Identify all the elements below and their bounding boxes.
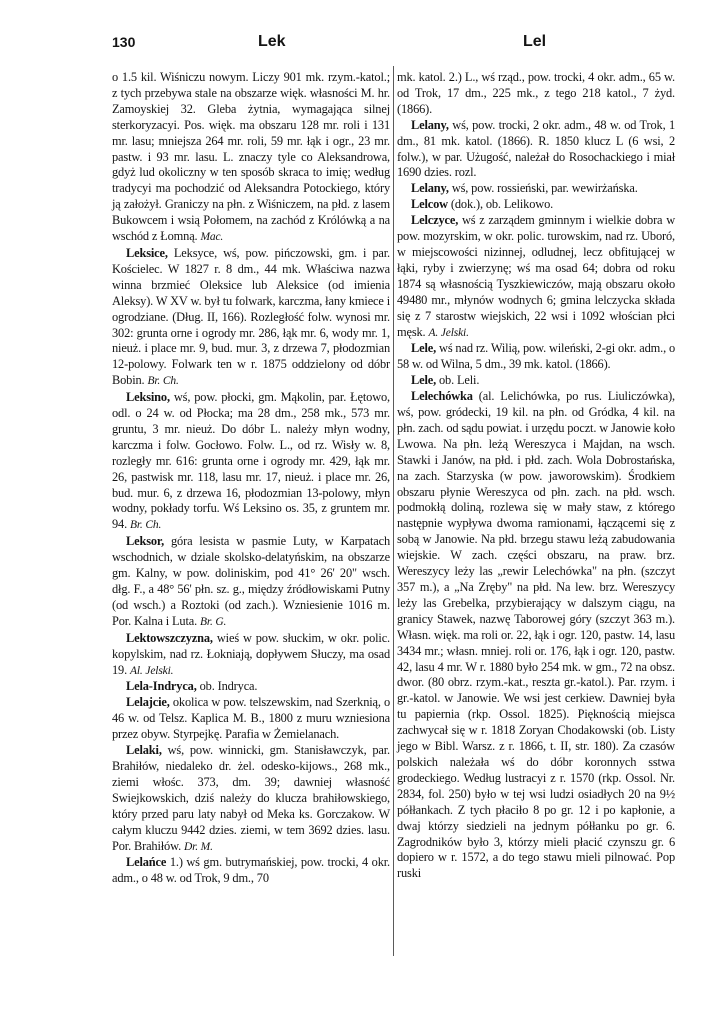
entry-headword: Leksice,: [126, 245, 168, 260]
entry-headword: Lelańce: [126, 855, 167, 870]
entry-headword: Lelajcie,: [126, 695, 170, 710]
page-number: 130: [112, 34, 136, 50]
entry-headword: Lektowszczyzna,: [126, 630, 213, 645]
entry: Lelaki, wś, pow. winnicki, gm. Stanisławczyk, par. Brahiłów, niedaleko dr. żel. odesko-kijows., 268 mk., ziemi włośc. 373, dm. 39; dawniej własność Swiejkowskich, dziś należy do klucza brahiłowskiego, który przed paru laty nabył od Meka ks. Gorczakow. W całym kluczu 9442 dzies. ziemi, w tem 3692 dzies. lasu. Por. Brahiłów. Dr. M.: [112, 743, 390, 853]
column-divider: [393, 66, 394, 956]
entry: Leksor, góra lesista w pasmie Luty, w Karpatach wschodnich, w dziale skolsko-delatyńskim, na obszarze gm. Kalny, w pow. doliniskim, pod 41° 26' 20" wsch. dłg. F., a 48° 56' płn. sz. g., między źródłowiskami Putny (od wsch.) a Roztoki (od zach.). Wzniesienie 1016 m. Por. Kalna i Luta. Br. G.: [112, 534, 390, 628]
right-column: [397, 70, 675, 882]
entry: Lela-Indryca, ob. Indryca.: [126, 679, 258, 694]
entry-headword: Lelany,: [411, 181, 449, 196]
entry-signature: Al. Jelski.: [130, 664, 174, 677]
entry-headword: Lele,: [411, 341, 437, 356]
entry: Lele, wś nad rz. Wilią, pow. wileński, 2-gi okr. adm., o 58 w. od Wilna, 5 dm., 39 mk. katol. (1866).: [397, 341, 676, 372]
entry: Lelajcie, okolica w pow. telszewskim, nad Szerknią, o 46 w. od Telsz. Kaplica M. B., 1800 z muru wzniesiona przez obyw. Styrpejkę. Parafia w Żemielanach.: [112, 695, 390, 742]
entry-headword: Lela-Indryca,: [126, 679, 197, 694]
entry-headword: Lelcow: [411, 197, 448, 212]
entry-signature: Mac.: [200, 231, 224, 244]
entry: Lektowszczyzna, wieś w pow. słuckim, w okr. polic. kopylskim, nad rz. Łokniają, dopływem Słuczy, ma osad 19. Al. Jelski.: [112, 630, 390, 677]
entry-headword: Lele,: [411, 373, 437, 388]
entry-headword: Lelaki,: [126, 743, 162, 758]
running-head-left: Lek: [258, 33, 286, 50]
left-column: [112, 70, 390, 887]
entry-headword: Lelczyce,: [411, 213, 459, 228]
entry: mk. katol. 2.) L., wś rząd., pow. trocki, 4 okr. adm., 65 w. od Trok, 17 dm., 225 mk., z tego 218 katol., 7 żyd. (1866).: [397, 70, 675, 116]
entry: Lelańce 1.) wś gm. butrymańskiej, pow. trocki, 4 okr. adm., o 48 w. od Trok, 9 dm., 70: [112, 855, 390, 886]
entry-signature: Dr. M.: [183, 840, 213, 853]
entry-headword: Leksino,: [126, 390, 170, 405]
running-head-right: Lel: [523, 33, 547, 50]
entry-signature: Br. Ch.: [147, 375, 179, 388]
entry: Lelczyce, wś z zarządem gminnym i wielkie dobra w pow. mozyrskim, w okr. polic. turowskim, nad rz. Uboró, w miejscowości nizinnej, odludnej, lecz obfitującej w łąki, ryby i zwierzynę; wś ma osad 64; dobra od roku 1874 są własnością Tyszkiewiczów, mają obszaru około 49480 mr., młynów wodnych 6; gmina lelczycka składa się z 7 starostw wiejskich, 22 wsi i 1092 włościan płci męsk. A. Jelski.: [397, 213, 675, 339]
entry: Lelany, wś, pow. trocki, 2 okr. adm., 48 w. od Trok, 1 dm., 81 mk. katol. (1866). R. 1850 klucz L (6 wsi, 2 folw.), w par. Użugość, należał do Rosochackiego i miał 1690 dzies. rozl.: [397, 117, 676, 180]
entry-headword: Lelany,: [411, 117, 449, 132]
entry: o 1.5 kil. Wiśniczu nowym. Liczy 901 mk. rzym.-katol.; z tych przebywa stale na obszarze więk. własności M. hr. Zamoyskiej 32. Gleba żytnia, wymagająca silnej sterkoryzacyi. Pos. więk. ma obszaru 128 mr. roli i 131 mr. lasu; mniejsza 264 mr. roli, 59 mr. łąk i ogr., 23 mr. pastw. i 93 mr. lasu. L. znaczy tyle co Aleksandrowa, gdyż lud okoliczny w ten sposób skraca to imię; według tradycyi ma pochodzić od Aleksandra Potockiego, który ją założył. Graniczy na płn. z Wiśniczem, na płd. z lasem Bukowcem i wsią Połomem, na zachód z Królówką a na wschód z Łomną. Mac.: [112, 70, 390, 244]
entry-headword: Lelechówka: [411, 389, 473, 404]
entry: Lelany, wś, pow. rossieński, par. wewirżańska.: [411, 181, 638, 196]
entry-signature: Br. Ch.: [130, 519, 162, 532]
entry: Leksino, wś, pow. płocki, gm. Mąkolin, par. Łętowo, odl. o 24 w. od Płocka; ma 28 dm., 258 mk., 573 mr. gruntu, 3 mr. nieuż. Do dóbr L. należy młyn wodny, karczma i folw. Gocłowo. Folw. L., od rz. Wisły w. 8, rozległy mr. 616: grunta orne i ogrody mr. 429, łąk mr. 26, pastwisk mr. 118, lasu mr. 17, nieuż. i place mr. 26, bud. mur. 6, z drzewa 16, płodozmian 13-polowy, młyn wodny, pokłady torfu. Wś Leksino os. 35, z gruntem mr. 94. Br. Ch.: [112, 390, 390, 532]
entry-signature: Br. G.: [200, 615, 227, 628]
entry: Lelcow (dok.), ob. Lelikowo.: [411, 197, 554, 212]
entry: Lelechówka (al. Lelichówka, po rus. Liuliczówka), wś, pow. gródecki, 19 kil. na płn. od Gródka, 4 kil. na płn. zach. od sądu powiat. i urzędu poczt. w Janowie koło Lwowa. Na płn. leżą Wereszyca i Majdan, na wsch. Stawki i Janów, na płd. i płd. zach. Wola Dobrostańska, na zach. Starzyska (w pow. jaworowskim). Środkiem obszaru płynie Wereszyca od płn. zach. na płd. wsch. podmokłą doliną, rozlewa się w mały staw, z którego następnie wypływa dwoma ramionami, łączącemi się z sobą w Janowie. Na płd. brzegu stawu leżą zabudowania wiejskie. W zach. części obszaru, na praw. brz. Wereszycy leży las „rewir Lelechówka" na płn. (szczyt 357 m.), a „Na Zręby" na płd. Na lew. brz. Wereszycy leży las Grebelka, przybierający w dalszym ciągu, na granicy Stawek, nazwę Taborowej góry (szczyt 363 m.). Własn. więk. ma roli or. 22, łąk i ogr. 120, pastw. 14, lasu 3434 mr.; własn. mniej. roli or. 176, łąk i ogr. 120, pastw. 42, lasu 4 mr. W r. 1880 było 254 mk. w gm., 72 na obsz. dwor. (80 obrz. rzym.-kat., reszta gr.-katol.). Par. rzym. i gr.-katol. w Janowie. We wsi jest cerkiew. Dawniej była tu papiernia (rkp. Ossol. 1825). Pięknością miejsca zachwycał się w r. 1818 Zoryan Chodakowski (ob. Listy jego w Bibl. Warsz. z r. 1866, t. II, str. 180). Za czasów polskich należała wś do dóbr koronnych sstwa grodeckiego. Według lustracyi z r. 1570 (rkp. Ossol. Nr. 2834, fol. 250) było w tej wsi ludzi osiadłych 20 na 9½ półłankach. Z tych płaciło 8 po gr. 12 i po kapłonie, a dwaj którzy siedzieli na jednym półłanku po gr. 6. Zagrodników było 3, którzy mieli płacić czynszu gr. 6 dopiero w r. 1572, a do tego stawu mieli pilnować. Pop ruski: [397, 389, 675, 881]
entry: Leksice, Leksyce, wś, pow. pińczowski, gm. i par. Kościelec. W 1827 r. 8 dm., 44 mk. Właściwa nazwa winna brzmieć Oleksice lub Aleksice (od imienia Aleksy). W XV w. był tu folwark, karczma, łany kmiece i ogrodziane. (Dług. II, 166). Rozległość folw. wynosi mr. 302: grunta orne i ogrody mr. 286, łąk mr. 6, wody mr. 1, nieuż. i place mr. 9, bud. mur. 3, z drzewa 7, płodozmian 12-polowy. Folwark ten w r. 1875 oddzielony od dóbr Bobin. Br. Ch.: [112, 245, 391, 388]
entry-signature: A. Jelski.: [428, 326, 469, 339]
entry-headword: Leksor,: [126, 534, 165, 549]
entry: Lele, ob. Leli.: [411, 373, 480, 388]
